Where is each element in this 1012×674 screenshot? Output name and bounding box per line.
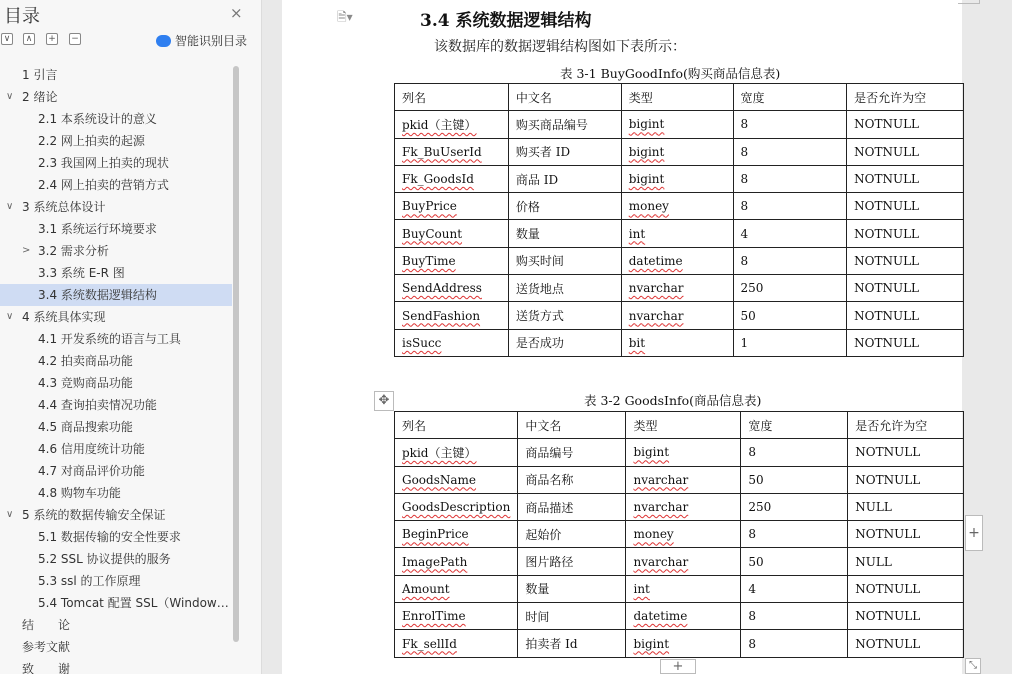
table-cell[interactable]: 50	[741, 466, 848, 493]
table-cell[interactable]: int	[621, 220, 733, 247]
toc-item-label: 5.1 数据传输的安全性要求	[38, 530, 181, 544]
chevron-down-icon[interactable]: ∨	[6, 311, 14, 322]
table-cell[interactable]: 250	[741, 493, 848, 520]
table-cell[interactable]: 时间	[518, 603, 626, 630]
toc-item-label: 1 引言	[22, 68, 58, 82]
table-cell[interactable]: SendFashion	[395, 302, 509, 329]
table-cell[interactable]: 商品描述	[518, 493, 626, 520]
add-column-icon[interactable]: +	[965, 515, 983, 551]
toc-item[interactable]	[0, 218, 232, 240]
table-cell[interactable]: money	[626, 521, 741, 548]
toc-item-label: 4.2 拍卖商品功能	[38, 354, 133, 368]
table-cell[interactable]: 购买时间	[508, 247, 621, 274]
toc-item-label: 4.3 竞购商品功能	[38, 376, 133, 390]
table-cell[interactable]: Fk_BuUserId	[395, 138, 509, 165]
table-cell[interactable]: bit	[621, 329, 733, 356]
page-corner-marker	[958, 0, 980, 4]
chevron-right-icon[interactable]: >	[22, 245, 31, 256]
table-cell[interactable]: bigint	[621, 111, 733, 138]
table-cell[interactable]: 拍卖者 Id	[518, 630, 626, 657]
table-cell[interactable]: 数量	[508, 220, 621, 247]
table-row	[395, 220, 964, 247]
table-cell[interactable]: NOTNULL	[847, 111, 964, 138]
table-row	[395, 439, 964, 466]
table-cell[interactable]: 8	[741, 630, 848, 657]
toc-item-label: 3.4 系统数据逻辑结构	[38, 288, 157, 302]
toc-item-label: 3 系统总体设计	[22, 200, 106, 214]
add-row-icon[interactable]: +	[660, 659, 696, 674]
toc-item[interactable]	[0, 240, 232, 262]
table-cell[interactable]: 8	[733, 138, 847, 165]
table-cell[interactable]: bigint	[626, 439, 741, 466]
toc-item[interactable]	[0, 196, 232, 218]
toc-item-label: 4.4 查询拍卖情况功能	[38, 398, 157, 412]
table-cell[interactable]: nvarchar	[626, 466, 741, 493]
toc-scrollbar[interactable]	[233, 66, 239, 642]
table-cell[interactable]: BuyTime	[395, 247, 509, 274]
table-cell[interactable]: NOTNULL	[847, 275, 964, 302]
table-cell[interactable]: 商品 ID	[508, 165, 621, 192]
table-cell[interactable]: bigint	[621, 165, 733, 192]
table-cell[interactable]: int	[626, 575, 741, 602]
table-cell[interactable]: nvarchar	[621, 302, 733, 329]
table-cell[interactable]: 50	[733, 302, 847, 329]
table-cell[interactable]: 8	[741, 439, 848, 466]
table-cell[interactable]: 8	[733, 247, 847, 274]
table-cell[interactable]: 8	[733, 193, 847, 220]
chevron-down-icon[interactable]: ∨	[6, 509, 14, 520]
toc-item-label: 4.5 商品搜索功能	[38, 420, 133, 434]
column-header: 类型	[626, 412, 741, 439]
table-row	[395, 466, 964, 493]
table-cell[interactable]: 商品名称	[518, 466, 626, 493]
column-header: 宽度	[733, 84, 847, 111]
smart-toc-button[interactable]	[156, 32, 247, 49]
toc-item[interactable]	[0, 262, 232, 284]
table-caption: 表 3-1 BuyGoodInfo(购买商品信息表)	[560, 66, 781, 81]
toc-item-label: 4.7 对商品评价功能	[38, 464, 145, 478]
table-cell[interactable]: 起始价	[518, 521, 626, 548]
toc-item[interactable]	[0, 174, 232, 196]
column-header: 宽度	[741, 412, 848, 439]
toc-item-label: 4.6 信用度统计功能	[38, 442, 145, 456]
table-cell[interactable]: NULL	[848, 548, 964, 575]
toc-item-label: 2.2 网上拍卖的起源	[38, 134, 145, 148]
remove-heading-icon[interactable]: −	[69, 33, 81, 45]
toc-item[interactable]	[0, 152, 232, 174]
table-cell[interactable]: 是否成功	[508, 329, 621, 356]
toc-item-label: 3.3 系统 E-R 图	[38, 266, 125, 280]
table-cell[interactable]: NOTNULL	[848, 521, 964, 548]
toc-item-label: 5.4 Tomcat 配置 SSL（Window…	[38, 596, 229, 610]
toc-item[interactable]	[0, 570, 232, 592]
table-cell[interactable]: nvarchar	[626, 493, 741, 520]
table-cell[interactable]: 图片路径	[518, 548, 626, 575]
add-heading-icon[interactable]: +	[46, 33, 58, 45]
table-cell[interactable]: NOTNULL	[848, 630, 964, 657]
column-header: 是否允许为空	[847, 84, 964, 111]
toc-item[interactable]	[0, 526, 232, 548]
resize-icon[interactable]: ⤡	[965, 658, 981, 674]
toc-item[interactable]	[0, 284, 232, 306]
table-cell[interactable]: NOTNULL	[847, 138, 964, 165]
toc-item[interactable]	[0, 306, 232, 328]
table-row	[395, 329, 964, 356]
toc-item-label: 2 绪论	[22, 90, 58, 104]
toc-item-label: 5 系统的数据传输安全保证	[22, 508, 166, 522]
table-cell[interactable]: NOTNULL	[848, 439, 964, 466]
table-row	[395, 302, 964, 329]
table-cell[interactable]: Fk_GoodsId	[395, 165, 509, 192]
table-cell[interactable]: isSucc	[395, 329, 509, 356]
toc-item[interactable]	[0, 460, 232, 482]
chevron-down-icon[interactable]: ∨	[6, 91, 14, 102]
toc-item-label: 2.3 我国网上拍卖的现状	[38, 156, 169, 170]
table-cell[interactable]: NOTNULL	[848, 603, 964, 630]
table-cell[interactable]: 送货方式	[508, 302, 621, 329]
cloud-ai-icon	[156, 35, 171, 47]
table-cell[interactable]: 4	[733, 220, 847, 247]
column-header: 中文名	[508, 84, 621, 111]
smart-toc-label: 智能识别目录	[175, 34, 248, 48]
table-cell[interactable]: 8	[741, 603, 848, 630]
table-cell[interactable]: EnrolTime	[395, 603, 518, 630]
table-row	[395, 138, 964, 165]
toc-item[interactable]	[0, 504, 232, 526]
close-icon[interactable]: ×	[230, 4, 243, 22]
toc-item-label: 3.1 系统运行环境要求	[38, 222, 157, 236]
table-cell[interactable]: money	[621, 193, 733, 220]
table-caption: 表 3-2 GoodsInfo(商品信息表)	[584, 393, 762, 408]
table-cell[interactable]: 数量	[518, 575, 626, 602]
table-header-row	[395, 412, 964, 439]
toc-item-label: 2.4 网上拍卖的营销方式	[38, 178, 169, 192]
table-cell[interactable]: 价格	[508, 193, 621, 220]
table-cell[interactable]: bigint	[626, 630, 741, 657]
table-cell[interactable]: 50	[741, 548, 848, 575]
toc-item[interactable]	[0, 394, 232, 416]
toc-item-label: 3.2 需求分析	[38, 244, 109, 258]
toc-item[interactable]	[0, 372, 232, 394]
table-cell[interactable]: 250	[733, 275, 847, 302]
table-cell[interactable]: NULL	[848, 493, 964, 520]
toc-item-label: 结 论	[22, 618, 71, 632]
toc-item[interactable]	[0, 658, 232, 674]
toc-item[interactable]	[0, 350, 232, 372]
table-cell[interactable]: 8	[733, 111, 847, 138]
toc-item-label: 5.2 SSL 协议提供的服务	[38, 552, 171, 566]
toc-panel	[0, 0, 262, 674]
table-row	[395, 275, 964, 302]
table-cell[interactable]: 送货地点	[508, 275, 621, 302]
table-cell[interactable]: Fk_sellId	[395, 630, 518, 657]
data-table-goodsinfo	[394, 411, 964, 658]
table-cell[interactable]: datetime	[626, 603, 741, 630]
table-cell[interactable]: NOTNULL	[847, 329, 964, 356]
table-cell[interactable]: NOTNULL	[848, 575, 964, 602]
toc-title: 目录	[4, 6, 40, 27]
toc-item[interactable]	[0, 548, 232, 570]
toc-item-label: 4.8 购物车功能	[38, 486, 121, 500]
table-row	[395, 548, 964, 575]
toc-item[interactable]	[0, 64, 232, 86]
toc-item-label: 4 系统具体实现	[22, 310, 106, 324]
table-row	[395, 603, 964, 630]
table-cell[interactable]: GoodsDescription	[395, 493, 518, 520]
table-cell[interactable]: 1	[733, 329, 847, 356]
table-cell[interactable]: 购买者 ID	[508, 138, 621, 165]
toc-item[interactable]	[0, 416, 232, 438]
table-cell[interactable]: GoodsName	[395, 466, 518, 493]
table-cell[interactable]: nvarchar	[621, 275, 733, 302]
table-cell[interactable]: 商品编号	[518, 439, 626, 466]
table-cell[interactable]: 8	[741, 521, 848, 548]
toc-item-label: 2.1 本系统设计的意义	[38, 112, 157, 126]
toc-item[interactable]	[0, 636, 232, 658]
column-header: 列名	[395, 412, 518, 439]
table-cell[interactable]: 购买商品编号	[508, 111, 621, 138]
chevron-up-icon[interactable]: ∧	[23, 33, 35, 45]
collapse-all-icon[interactable]: ∨	[1, 33, 13, 45]
table-cell[interactable]: BuyPrice	[395, 193, 509, 220]
column-header: 是否允许为空	[848, 412, 964, 439]
toc-item[interactable]	[0, 482, 232, 504]
column-header: 列名	[395, 84, 509, 111]
table-cell[interactable]: BuyCount	[395, 220, 509, 247]
table-header-row	[395, 84, 964, 111]
table-cell[interactable]: pkid（主键）	[395, 439, 518, 466]
table-row	[395, 111, 964, 138]
toc-item[interactable]	[0, 592, 232, 614]
table-cell[interactable]: datetime	[621, 247, 733, 274]
toc-item[interactable]	[0, 130, 232, 152]
toc-item-label: 致 谢	[22, 662, 71, 674]
table-cell[interactable]: pkid（主键）	[395, 111, 509, 138]
table-row	[395, 575, 964, 602]
table-cell[interactable]: 4	[741, 575, 848, 602]
toc-item[interactable]	[0, 108, 232, 130]
section-heading: 3.4 系统数据逻辑结构	[420, 11, 592, 31]
table-row	[395, 630, 964, 657]
table-cell[interactable]: Amount	[395, 575, 518, 602]
toc-item[interactable]	[0, 328, 232, 350]
table-row	[395, 165, 964, 192]
table-move-icon[interactable]: ✥	[374, 391, 394, 411]
table-cell[interactable]: NOTNULL	[848, 466, 964, 493]
toc-item[interactable]	[0, 86, 232, 108]
table-cell[interactable]: NOTNULL	[847, 302, 964, 329]
table-cell[interactable]: NOTNULL	[847, 247, 964, 274]
toc-item[interactable]	[0, 438, 232, 460]
document-menu-icon[interactable]: 🗎▾	[337, 10, 353, 24]
chevron-down-icon[interactable]: ∨	[6, 201, 14, 212]
table-row	[395, 247, 964, 274]
table-cell[interactable]: NOTNULL	[847, 193, 964, 220]
table-cell[interactable]: SendAddress	[395, 275, 509, 302]
toc-item-label: 4.1 开发系统的语言与工具	[38, 332, 181, 346]
table-cell[interactable]: nvarchar	[626, 548, 741, 575]
toc-item-label: 参考文献	[22, 640, 71, 654]
intro-paragraph: 该数据库的数据逻辑结构图如下表所示：	[434, 39, 686, 55]
table-cell[interactable]: 8	[733, 165, 847, 192]
table-row	[395, 193, 964, 220]
column-header: 类型	[621, 84, 733, 111]
toc-list	[0, 64, 232, 674]
table-cell[interactable]: NOTNULL	[847, 220, 964, 247]
table-cell[interactable]: NOTNULL	[847, 165, 964, 192]
table-row	[395, 493, 964, 520]
data-table-buygoodinfo	[394, 83, 964, 357]
table-row	[395, 521, 964, 548]
table-cell[interactable]: ImagePath	[395, 548, 518, 575]
table-cell[interactable]: bigint	[621, 138, 733, 165]
toc-item[interactable]	[0, 614, 232, 636]
table-cell[interactable]: BeginPrice	[395, 521, 518, 548]
toc-item-label: 5.3 ssl 的工作原理	[38, 574, 141, 588]
column-header: 中文名	[518, 412, 626, 439]
